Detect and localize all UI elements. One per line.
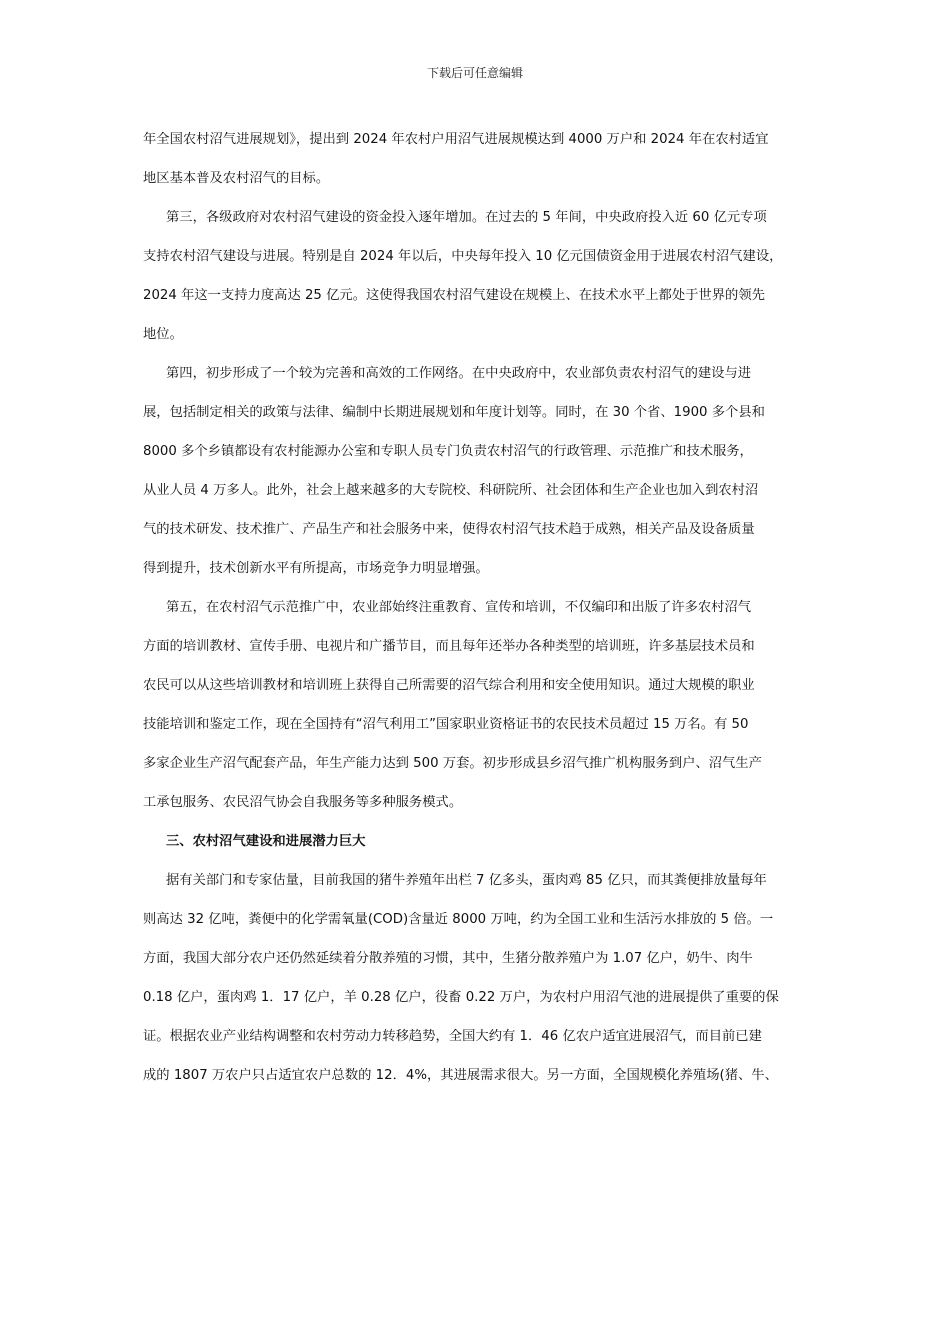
text-line: 0.18 亿户，蛋肉鸡 1．17 亿户，羊 0.28 亿户，役畜 0.22 万户，为农村户用沼气池的进展提供了重要的保: [143, 990, 779, 1005]
text-line: 2024 年这一支持力度高达 25 亿元。这使得我国农村沼气建设在规模上、在技术水平上都处于世界的领先: [143, 288, 765, 303]
text-line: 工承包服务、农民沼气协会自我服务等多种服务模式。: [143, 795, 463, 810]
text-line: 技能培训和鉴定工作，现在全国持有“沼气利用工”国家职业资格证书的农民技术员超过 15 万名。有 50: [143, 717, 749, 732]
paragraph-start-line: 第五，在农村沼气示范推广中，农业部始终注重教育、宣传和培训，不仅编印和出版了许多农村沼气: [166, 600, 752, 615]
paragraph-start-line: 第三，各级政府对农村沼气建设的资金投入逐年增加。在过去的 5 年间，中央政府投入近 60 亿元专项: [166, 210, 767, 225]
paragraph-start-line: 第四，初步形成了一个较为完善和高效的工作网络。在中央政府中，农业部负责农村沼气的建设与进: [166, 366, 752, 381]
text-line: 年全国农村沼气进展规划》，提出到 2024 年农村户用沼气进展规模达到 4000 万户和 2024 年在农村适宜: [143, 132, 769, 147]
document-body: [143, 120, 815, 1095]
text-line: 展，包括制定相关的政策与法律、编制中长期进展规划和年度计划等。同时，在 30 个省、1900 多个县和: [143, 405, 765, 420]
text-line: 得到提升，技术创新水平有所提高，市场竞争力明显增强。: [143, 561, 489, 576]
text-line: 则高达 32 亿吨，粪便中的化学需氧量(COD)含量近 8000 万吨，约为全国工业和生活污水排放的 5 倍。一: [143, 912, 774, 927]
text-line: 多家企业生产沼气配套产品，年生产能力达到 500 万套。初步形成县乡沼气推广机构服务到户、沼气生产: [143, 756, 762, 771]
text-line: 农民可以从这些培训教材和培训班上获得自己所需要的沼气综合利用和安全使用知识。通过大规模的职业: [143, 678, 755, 693]
text-line: 方面的培训教材、宣传手册、电视片和广播节目，而且每年还举办各种类型的培训班，许多基层技术员和: [143, 639, 755, 654]
text-line: 气的技术研发、技术推广、产品生产和社会服务中来，使得农村沼气技术趋于成熟，相关产品及设备质量: [143, 522, 755, 537]
text-line: 证。根据农业产业结构调整和农村劳动力转移趋势，全国大约有 1．46 亿农户适宜进展沼气，而目前已建: [143, 1029, 762, 1044]
text-line: 方面，我国大部分农户还仍然延续着分散养殖的习惯，其中，生猪分散养殖户为 1.07 亿户，奶牛、肉牛: [143, 951, 753, 966]
text-line: 从业人员 4 万多人。此外，社会上越来越多的大专院校、科研院所、社会团体和生产企业也加入到农村沼: [143, 483, 759, 498]
text-line: 支持农村沼气建设与进展。特别是自 2024 年以后，中央每年投入 10 亿元国债资金用于进展农村沼气建设，: [143, 249, 783, 264]
page-header: 下载后可任意编辑: [426, 66, 523, 80]
text-line: 8000 多个乡镇都设有农村能源办公室和专职人员专门负责农村沼气的行政管理、示范推广和技术服务，: [143, 444, 753, 459]
section-heading: 三、农村沼气建设和进展潜力巨大: [166, 834, 366, 849]
text-line: 地区基本普及农村沼气的目标。: [143, 171, 330, 186]
text-line: 地位。: [143, 327, 183, 342]
paragraph-start-line: 据有关部门和专家估量，目前我国的猪牛养殖年出栏 7 亿多头，蛋肉鸡 85 亿只，而其粪便排放量每年: [166, 873, 767, 888]
text-line: 成的 1807 万农户只占适宜农户总数的 12．4%，其进展需求很大。另一方面，全国规模化养殖场(猪、牛、: [143, 1068, 778, 1083]
